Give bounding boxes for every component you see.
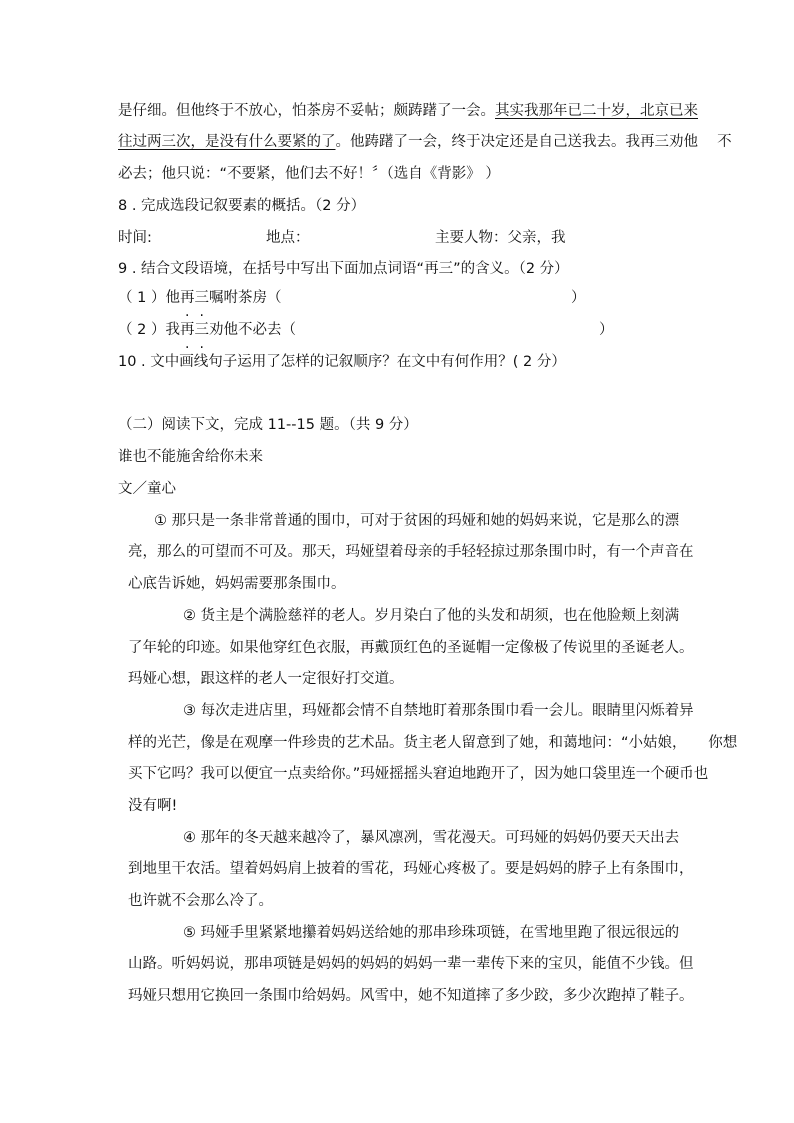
- paragraph-3-line: ③ 每次走进店里，玛娅都会情不自禁地盯着那条围巾看一会儿。眼睛里闪烁着异: [183, 703, 694, 719]
- paragraph-3-line: 没有啊!: [128, 798, 178, 814]
- q8-place-label: 地点：: [266, 230, 310, 246]
- q8-people-label: 主要人物：父亲，我: [435, 230, 566, 246]
- article-title: 谁也不能施舍给你未来: [118, 449, 263, 465]
- text-line: 必去；他只说：“不要紧，他们去不好！〞（选自《背影》 ）: [118, 166, 500, 182]
- dotted-char: 三: [194, 290, 209, 306]
- paragraph-3-line: 买下它吗？我可以便宜一点卖给你。”玛娅摇摇头窘迫地跑开了，因为她口袋里连一个硬币也: [128, 766, 709, 782]
- paragraph-2-line: 玛娅心想，跟这样的老人一定很好打交道。: [128, 671, 404, 687]
- item-prefix: （ 2 ）我: [118, 322, 180, 338]
- text-line: [118, 101, 698, 121]
- question-8: 8 . 完成选段记叙要素的概括。（2 分）: [118, 198, 366, 214]
- paragraph-2-line: 了年轮的印迹。如果他穿红色衣服，再戴顶红色的圣诞帽一定像极了传说里的圣诞老人。: [128, 640, 694, 656]
- line-text: 是仔细。但他终于不放心，怕茶房不妥帖；颇踌躇了一会。: [118, 103, 495, 119]
- paragraph-1-line: ① 那只是一条非常普通的围巾，可对于贫困的玛娅和她的妈妈来说，它是那么的漂: [154, 513, 680, 529]
- text-line: [118, 132, 732, 152]
- q9-item-1: [118, 288, 281, 308]
- q9-item-2-close: ）: [599, 322, 614, 338]
- q8-time-label: 时间:: [118, 230, 152, 246]
- paragraph-5-line: 玛娅只想用它换回一条围巾给妈妈。风雪中，她不知道摔了多少跤，多少次跑掉了鞋子。: [128, 988, 694, 1004]
- paragraph-3-line: 样的光芒，像是在观摩一件珍贵的艺术品。货主老人留意到了她，和蔼地问：“小姑娘， 你想: [128, 735, 738, 751]
- underlined-sentence: 其实我那年已二十岁，北京已来: [495, 103, 698, 119]
- dotted-char: 再: [179, 290, 195, 306]
- underlined-sentence: 往过两三次，是没有什么要紧的了: [118, 134, 336, 150]
- paragraph-4-line: 到地里干农活。望着妈妈肩上披着的雪花，玛娅心疼极了。要是妈妈的脖子上有条围巾，: [128, 861, 694, 877]
- section-2-heading: （二）阅读下文，完成 11--15 题。（共 9 分）: [118, 417, 418, 433]
- paragraph-1-line: 心底告诉她，妈妈需要那条围巾。: [128, 576, 346, 592]
- question-10: 10 . 文中画线句子运用了怎样的记叙顺序？在文中有何作用？( 2 分）: [118, 354, 566, 370]
- paragraph-5-line: 山路。听妈妈说，那串项链是妈妈的妈妈的妈妈一辈一辈传下来的宝贝，能值不少钱。但: [128, 956, 694, 972]
- q9-item-2: [118, 320, 296, 340]
- question-9: 9 . 结合文段语境，在括号中写出下面加点词语“再三”的含义。（2 分）: [118, 261, 569, 277]
- q9-item-1-close: ）: [571, 290, 586, 306]
- dotted-char: 再: [179, 322, 195, 338]
- item-text: 劝他不必去（: [208, 322, 296, 338]
- paragraph-5-line: ⑤ 玛娅手里紧紧地攥着妈妈送给她的那串珍珠项链，在雪地里跑了很远很远的: [183, 925, 680, 941]
- line-text: 。他踌躇了一会，终于决定还是自己送我去。我再三劝他 不: [335, 134, 732, 150]
- article-author: 文／童心: [118, 481, 176, 497]
- paragraph-1-line: 亮，那么的可望而不可及。那天，玛娅望着母亲的手轻轻掠过那条围巾时，有一个声音在: [128, 544, 694, 560]
- paragraph-4-line: 也许就不会那么冷了。: [128, 893, 273, 909]
- item-text: 嘱咐茶房（: [208, 290, 282, 306]
- paragraph-2-line: ② 货主是个满脸慈祥的老人。岁月染白了他的头发和胡须，也在他脸颊上刻满: [183, 608, 680, 624]
- dotted-char: 三: [194, 322, 209, 338]
- item-prefix: （ 1 ）他: [118, 290, 180, 306]
- paragraph-4-line: ④ 那年的冬天越来越冷了，暴风凛冽，雪花漫天。可玛娅的妈妈仍要天天出去: [183, 830, 680, 846]
